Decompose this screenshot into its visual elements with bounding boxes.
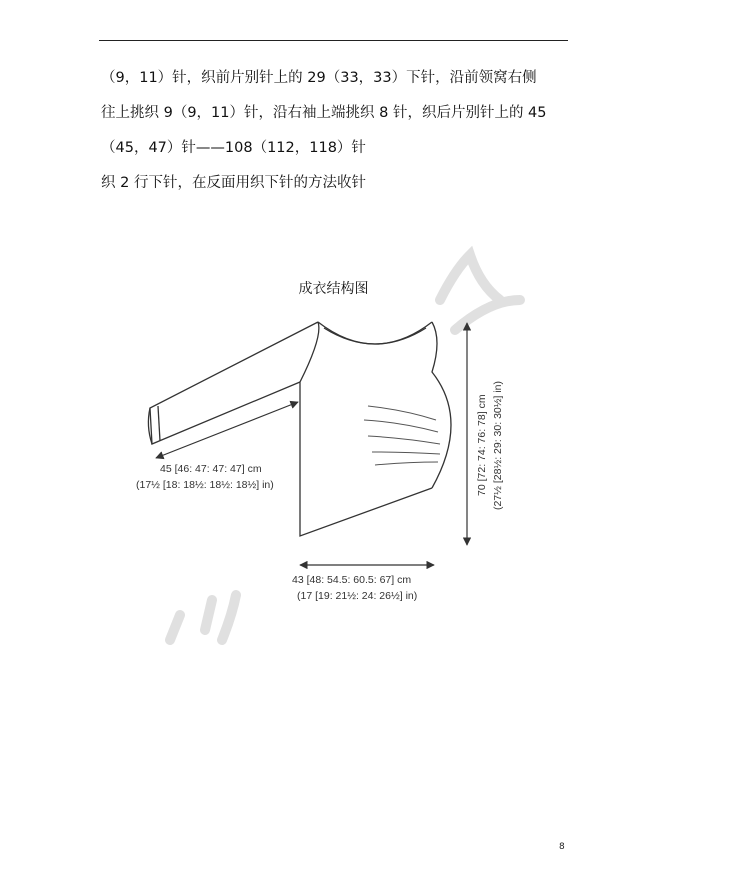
figure-title: 成衣结构图 — [298, 281, 369, 297]
sleeve-length-cm-label: 45 [46: 47: 47: 47] cm — [160, 463, 262, 475]
instruction-line-2: 往上挑织 9（9，11）针，沿右袖上端挑织 8 针，织后片别针上的 45 — [101, 105, 547, 121]
sleeve-outline — [148, 322, 318, 444]
body-length-in-label: (27½ [28½: 29: 30: 30½] in) — [492, 380, 504, 510]
instruction-line-3: （45，47）针——108（112，118）针 — [101, 140, 366, 156]
body-outline — [300, 322, 451, 536]
body-width-in-label: (17 [19: 21½: 24: 26½] in) — [297, 590, 418, 602]
sleeve-length-arrow — [156, 402, 298, 458]
body-width-cm-label: 43 [48: 54.5: 60.5: 67] cm — [292, 574, 412, 586]
instruction-line-1: （9，11）针，织前片别针上的 29（33，33）下针，沿前领窝右侧 — [101, 70, 537, 86]
page-number: 8 — [559, 842, 565, 852]
instruction-line-4: 织 2 行下针，在反面用织下针的方法收针 — [101, 175, 366, 191]
drape-folds — [364, 406, 440, 465]
body-length-cm-label: 70 [72: 74: 76: 78] cm — [476, 394, 488, 496]
sleeve-length-in-label: (17½ [18: 18½: 18½: 18½] in) — [136, 479, 274, 491]
